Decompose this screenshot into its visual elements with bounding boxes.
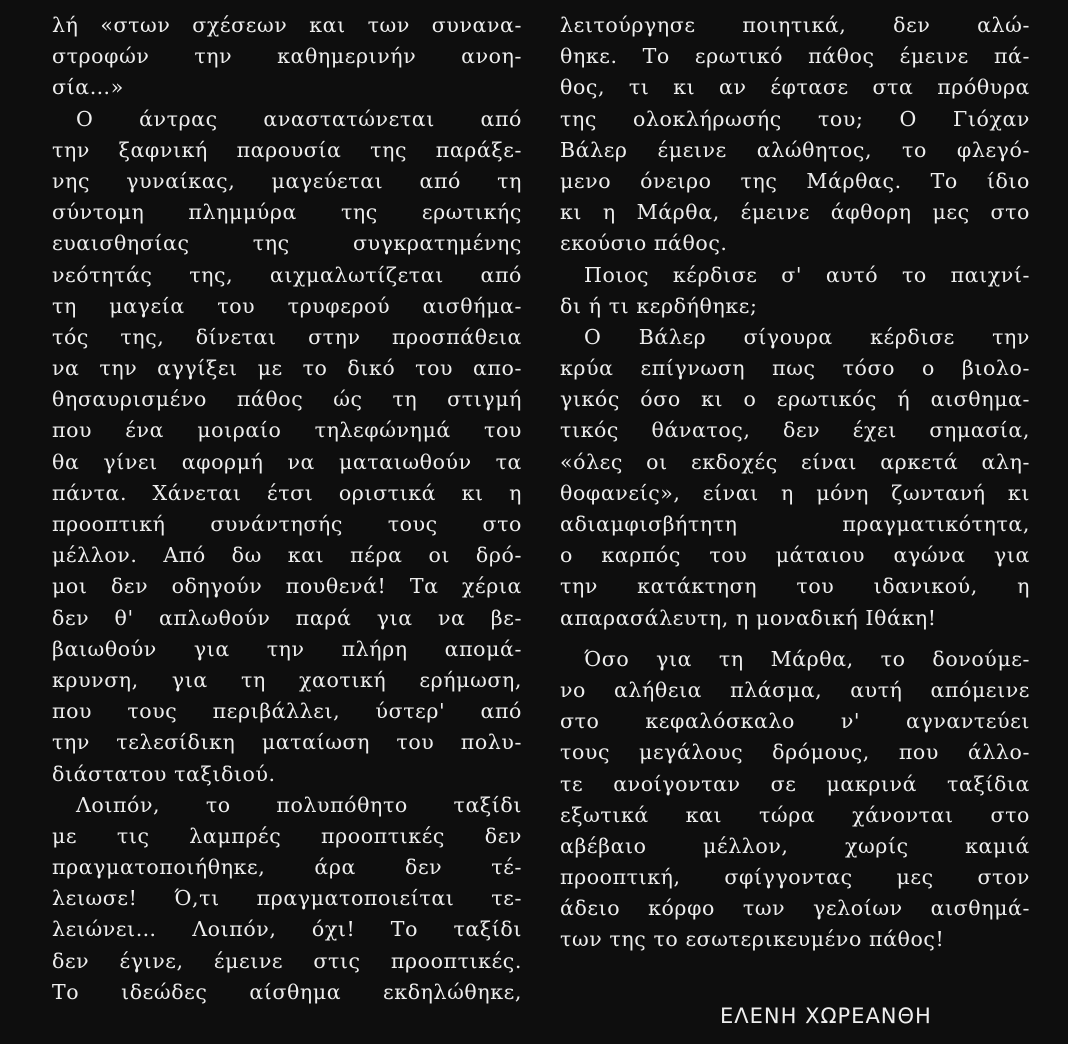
text-line: να την αγγίξει με το δικό του απο- bbox=[52, 356, 522, 381]
text-line: κι η Μάρθα, έμεινε άφθορη μες στο bbox=[560, 200, 1030, 225]
text-line: της ολοκλήρωσής του; Ο Γιόχαν bbox=[560, 106, 1030, 131]
text-line: ο καρπός του μάταιου αγώνα για bbox=[560, 543, 1030, 568]
text-line: λειώνει… Λοιπόν, όχι! Το ταξίδι bbox=[52, 917, 522, 942]
right-text-column bbox=[560, 10, 1030, 956]
text-line: κρύα επίγνωση πως τόσο ο βιολο- bbox=[560, 356, 1030, 381]
text-line: δεν θ' απλωθούν παρά για να βε- bbox=[52, 605, 522, 630]
text-line: τη μαγεία του τρυφερού αισθήμα- bbox=[52, 293, 522, 318]
text-line: αδιαμφισβήτητη πραγματικότητα, bbox=[560, 512, 1030, 536]
text-line: που ένα μοιραίο τηλεφώνημά του bbox=[52, 418, 522, 443]
text-line: θηκε. Το ερωτικό πάθος έμεινε πά- bbox=[560, 44, 1030, 69]
text-line: αβέβαιο μέλλον, χωρίς καμιά bbox=[560, 833, 1030, 858]
text-line: την ξαφνική παρουσία της παράξε- bbox=[52, 137, 522, 162]
text-line: δεν έγινε, έμεινε στις προοπτικές. bbox=[52, 948, 522, 973]
text-line: τικός θάνατος, δεν έχει σημασία, bbox=[560, 418, 1030, 443]
paragraph-start-line: Ο άντρας αναστατώνεται από bbox=[76, 106, 522, 131]
text-line: κρυνση, για τη χαοτική ερήμωση, bbox=[52, 667, 522, 692]
text-line: λή «στων σχέσεων και των συνανα- bbox=[52, 13, 522, 37]
text-line: την κατάκτηση του ιδανικού, η bbox=[560, 574, 1030, 599]
left-text-column bbox=[52, 10, 522, 1008]
text-line: πραγματοποιήθηκε, άρα δεν τέ- bbox=[52, 855, 522, 880]
text-line: των της το εσωτερικευμένο πάθος! bbox=[560, 927, 945, 952]
text-line: σύντομη πλημμύρα της ερωτικής bbox=[52, 200, 522, 225]
text-line: προοπτική συνάντησής τους στο bbox=[52, 512, 522, 536]
text-line: δι ή τι κερδήθηκε; bbox=[560, 293, 758, 318]
text-line: σία…» bbox=[52, 75, 124, 100]
paragraph-start-line: Όσο για τη Μάρθα, το δονούμε- bbox=[584, 646, 1030, 671]
paragraph-start-line: Λοιπόν, το πολυπόθητο ταξίδι bbox=[76, 792, 522, 817]
text-line: θος, τι κι αν έφτασε στα πρόθυρα bbox=[560, 75, 1030, 100]
text-line: μοι δεν οδηγούν πουθενά! Τα χέρια bbox=[52, 574, 522, 599]
text-line: πάντα. Χάνεται έτσι οριστικά κι η bbox=[52, 480, 522, 505]
text-line: άδειο κόρφο των γελοίων αισθημά- bbox=[560, 896, 1030, 921]
text-line: με τις λαμπρές προοπτικές δεν bbox=[52, 823, 522, 848]
text-line: τε ανοίγονταν σε μακρινά ταξίδια bbox=[560, 771, 1030, 796]
text-line: λειωσε! Ό,τι πραγματοποιείται τε- bbox=[52, 886, 522, 911]
text-line: ευαισθησίας της συγκρατημένης bbox=[52, 231, 522, 256]
text-line: νης γυναίκας, μαγεύεται από τη bbox=[52, 168, 522, 193]
text-line: στροφών την καθημερινήν ανοη- bbox=[52, 44, 522, 69]
text-line: βαιωθούν για την πλήρη απομά- bbox=[52, 636, 522, 661]
text-line: «όλες οι εκδοχές είναι αρκετά αλη- bbox=[560, 449, 1030, 474]
text-line: την τελεσίδικη ματαίωση του πολυ- bbox=[52, 730, 522, 755]
text-line: νο αλήθεια πλάσμα, αυτή απόμεινε bbox=[560, 677, 1030, 702]
text-line: θα γίνει αφορμή να ματαιωθούν τα bbox=[52, 449, 522, 474]
text-line: μέλλον. Από δω και πέρα οι δρό- bbox=[52, 543, 522, 568]
author-signature: ΕΛΕΝΗ ΧΩΡΕΑΝΘΗ bbox=[720, 1004, 932, 1028]
text-line: Βάλερ έμεινε αλώθητος, το φλεγό- bbox=[560, 137, 1030, 162]
text-line: στο κεφαλόσκαλο ν' αγναντεύει bbox=[560, 709, 1030, 734]
text-line: θοφανείς», είναι η μόνη ζωντανή κι bbox=[560, 480, 1030, 505]
text-line: θησαυρισμένο πάθος ώς τη στιγμή bbox=[52, 387, 522, 412]
text-line: τους μεγάλους δρόμους, που άλλο- bbox=[560, 740, 1030, 765]
text-line: μενο όνειρο της Μάρθας. Το ίδιο bbox=[560, 168, 1030, 193]
text-line: εξωτικά και τώρα χάνονται στο bbox=[560, 802, 1030, 827]
text-line: νεότητάς της, αιχμαλωτίζεται από bbox=[52, 262, 522, 287]
text-line: εκούσιο πάθος. bbox=[560, 231, 728, 256]
text-line: που τους περιβάλλει, ύστερ' από bbox=[52, 699, 522, 724]
paragraph-start-line: Ο Βάλερ σίγουρα κέρδισε την bbox=[584, 324, 1030, 349]
text-line: γικός όσο κι ο ερωτικός ή αισθημα- bbox=[560, 387, 1030, 412]
text-line: απαρασάλευτη, η μοναδική Ιθάκη! bbox=[560, 605, 937, 630]
text-line: διάστατου ταξιδιού. bbox=[52, 761, 276, 786]
paragraph-start-line: Ποιος κέρδισε σ' αυτό το παιχνί- bbox=[584, 262, 1030, 287]
text-line: Το ιδεώδες αίσθημα εκδηλώθηκε, bbox=[52, 979, 522, 1004]
text-line: τός της, δίνεται στην προσπάθεια bbox=[52, 324, 522, 349]
text-line: λειτούργησε ποιητικά, δεν αλώ- bbox=[560, 13, 1030, 37]
text-line: προοπτική, σφίγγοντας μες στον bbox=[560, 865, 1030, 890]
